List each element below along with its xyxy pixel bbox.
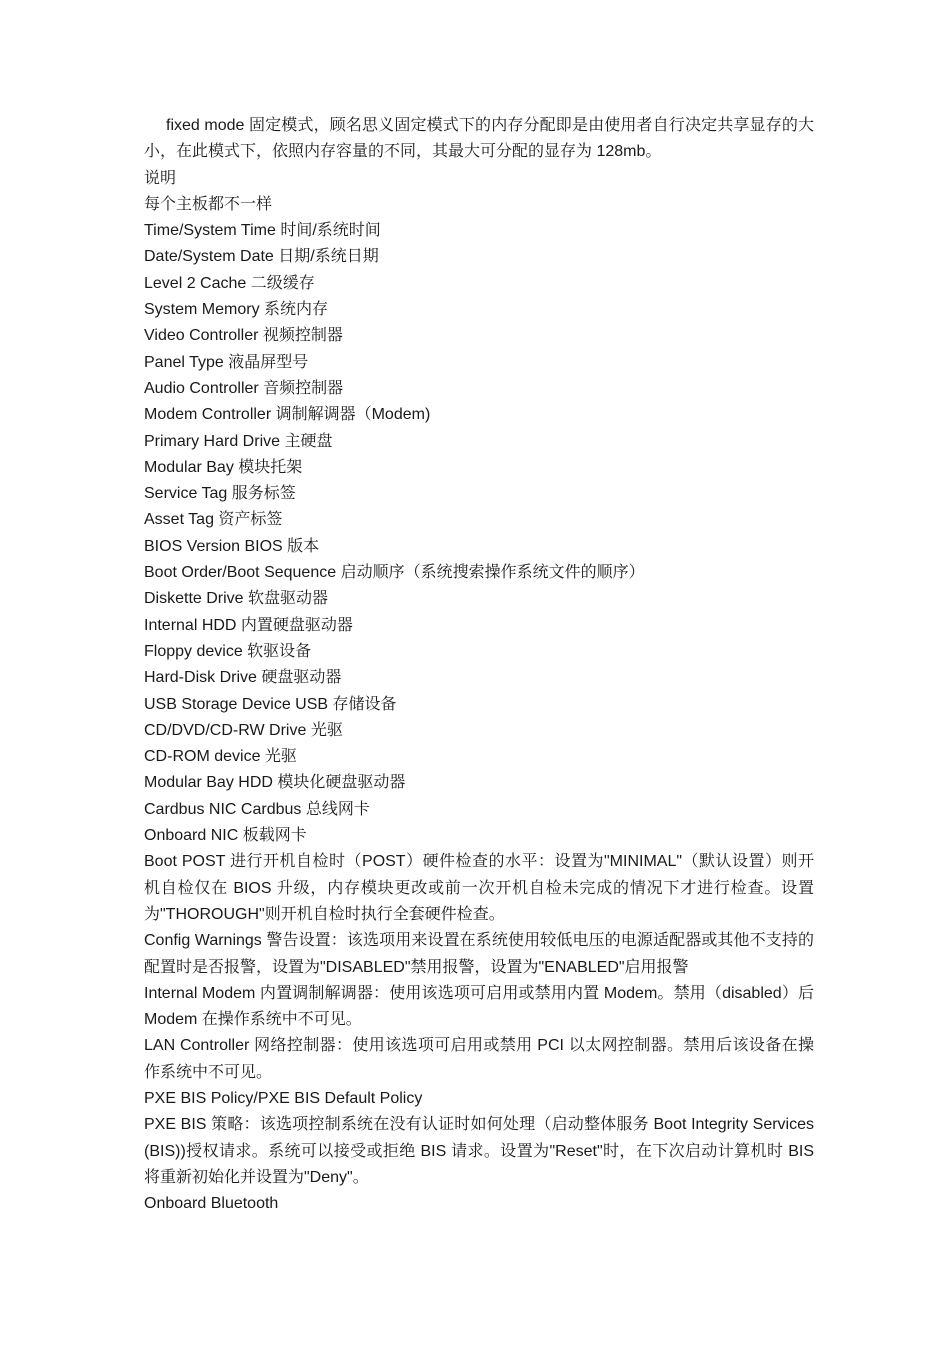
term-system-memory: System Memory 系统内存 [144, 301, 329, 319]
term-pxe-bis-policy: PXE BIS Policy/PXE BIS Default Policy [144, 1089, 423, 1107]
term-primary-hard-drive: Primary Hard Drive 主硬盘 [144, 432, 333, 450]
term-modular-bay: Modular Bay 模块托架 [144, 458, 303, 476]
term-cd-rom-device: CD-ROM device 光驱 [144, 748, 297, 766]
term-bios-version: BIOS Version BIOS 版本 [144, 537, 320, 555]
term-boot-order: Boot Order/Boot Sequence 启动顺序（系统搜索操作系统文件的顺序） [144, 564, 645, 582]
term-video-controller: Video Controller 视频控制器 [144, 327, 343, 345]
term-diskette-drive: Diskette Drive 软盘驱动器 [144, 590, 329, 608]
term-level2-cache: Level 2 Cache 二级缓存 [144, 274, 315, 292]
heading-explanation: 说明 [144, 169, 177, 187]
paragraph-fixed-mode: fixed mode 固定模式，顾名思义固定模式下的内存分配即是由使用者自行决定共享显存的大小，在此模式下，依照内存容量的不同，其最大可分配的显存为 128mb。 [144, 117, 814, 161]
term-pxe-bis-description: PXE BIS 策略：该选项控制系统在没有认证时如何处理（启动整体服务 Boot Integrity Services(BIS))授权请求。系统可以接受或拒绝 BIS 请求。设置为"Reset"时，在下次启动计算机时 BIS 将重新初始化并设置为"Deny"。 [144, 1116, 814, 1186]
term-internal-hdd: Internal HDD 内置硬盘驱动器 [144, 616, 353, 634]
term-system-time: Time/System Time 时间/系统时间 [144, 222, 381, 240]
term-modular-bay-hdd: Modular Bay HDD 模块化硬盘驱动器 [144, 774, 406, 792]
term-hard-disk-drive: Hard-Disk Drive 硬盘驱动器 [144, 669, 342, 687]
term-panel-type: Panel Type 液晶屏型号 [144, 353, 309, 371]
term-boot-post: Boot POST 进行开机自检时（POST）硬件检查的水平：设置为"MINIMAL"（默认设置）则开机自检仅在 BIOS 升级，内存模块更改或前一次开机自检未完成的情况下才进行检查。设置为"THOROUGH"则开机自检时执行全套硬件检查。 [144, 853, 814, 923]
term-lan-controller: LAN Controller 网络控制器：使用该选项可启用或禁用 PCI 以太网控制器。禁用后该设备在操作系统中不可见。 [144, 1037, 814, 1081]
term-cardbus-nic: Cardbus NIC Cardbus 总线网卡 [144, 800, 370, 818]
term-onboard-nic: Onboard NIC 板载网卡 [144, 827, 307, 845]
term-service-tag: Service Tag 服务标签 [144, 485, 296, 503]
document-body [144, 113, 814, 1217]
term-onboard-bluetooth: Onboard Bluetooth [144, 1195, 279, 1213]
term-audio-controller: Audio Controller 音频控制器 [144, 379, 344, 397]
term-modem-controller: Modem Controller 调制解调器（Modem) [144, 406, 431, 424]
term-usb-storage: USB Storage Device USB 存储设备 [144, 695, 397, 713]
term-floppy-device: Floppy device 软驱设备 [144, 642, 312, 660]
note-every-board-differs: 每个主板都不一样 [144, 195, 273, 213]
term-system-date: Date/System Date 日期/系统日期 [144, 248, 379, 266]
term-cd-dvd-drive: CD/DVD/CD-RW Drive 光驱 [144, 721, 343, 739]
term-config-warnings: Config Warnings 警告设置：该选项用来设置在系统使用较低电压的电源适配器或其他不支持的配置时是否报警，设置为"DISABLED"禁用报警，设置为"ENABLED"启用报警 [144, 932, 814, 976]
term-internal-modem: Internal Modem 内置调制解调器：使用该选项可启用或禁用内置 Modem。禁用（disabled）后 Modem 在操作系统中不可见。 [144, 984, 814, 1029]
term-asset-tag: Asset Tag 资产标签 [144, 511, 283, 529]
